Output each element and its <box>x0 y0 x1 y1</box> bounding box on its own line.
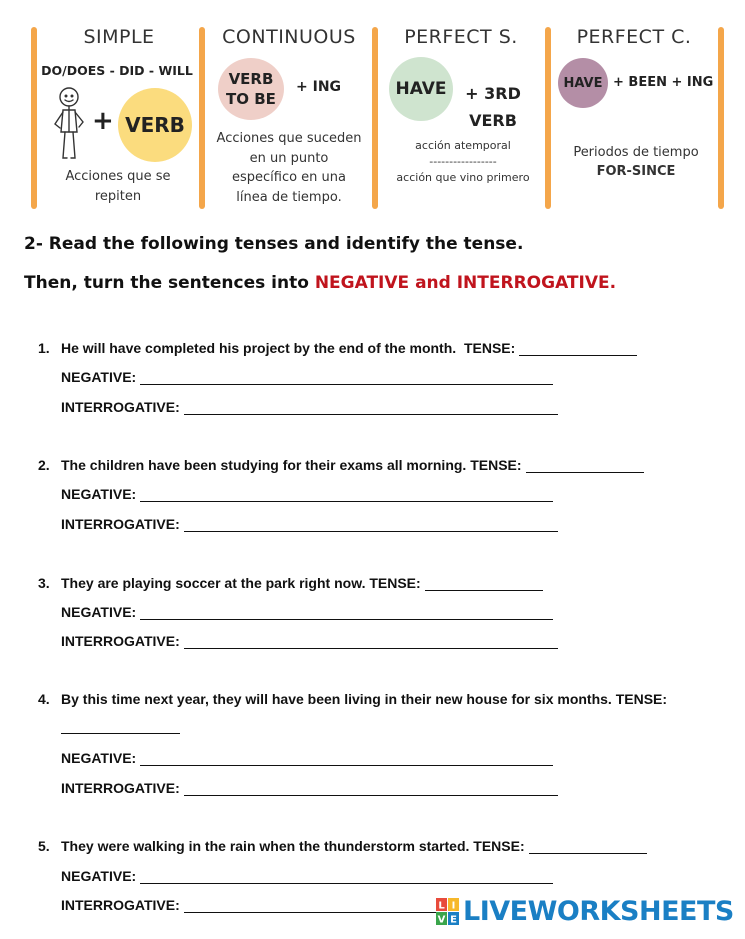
panel-title: SIMPLE <box>83 26 155 48</box>
interrogative-row <box>61 516 558 532</box>
interrogative-label: INTERROGATIVE: <box>61 516 180 532</box>
negative-answer-blank[interactable] <box>140 489 553 502</box>
interrogative-row <box>61 897 446 913</box>
instruction-line-2: Then, turn the sentences into NEGATIVE and INTERROGATIVE. <box>24 273 617 293</box>
tense-answer-blank[interactable] <box>61 721 180 734</box>
instruction-highlight: NEGATIVE and INTERROGATIVE. <box>314 273 617 293</box>
negative-label: NEGATIVE: <box>61 750 137 766</box>
panel-title: CONTINUOUS <box>222 26 356 48</box>
liveworksheets-logo-icon <box>436 898 460 926</box>
exercise-sentence: They were walking in the rain when the thunderstorm started. <box>61 838 470 854</box>
logo-letter: L <box>438 900 445 911</box>
logo-letter: E <box>450 914 457 925</box>
have-circle: HAVE <box>558 58 608 108</box>
tense-label: TENSE: <box>615 691 668 707</box>
exercise-sentence-row <box>61 691 667 707</box>
panel-title: PERFECT S. <box>404 26 518 48</box>
interrogative-answer-blank[interactable] <box>184 900 446 913</box>
exercise-sentence-row <box>61 457 644 473</box>
interrogative-label: INTERROGATIVE: <box>61 399 180 415</box>
exercise-number: 2. <box>38 457 50 473</box>
negative-label: NEGATIVE: <box>61 868 137 884</box>
exercise-number: 4. <box>38 691 50 707</box>
negative-row <box>61 868 553 884</box>
negative-answer-blank[interactable] <box>140 753 553 766</box>
negative-row <box>61 486 553 502</box>
suffix-been-ing: + BEEN + ING <box>613 75 714 90</box>
suffix-ing: + ING <box>296 79 342 95</box>
interrogative-row <box>61 399 558 415</box>
divider-bar <box>199 27 205 209</box>
tense-answer-blank[interactable] <box>529 841 647 854</box>
tense-label: TENSE: <box>473 838 525 854</box>
negative-answer-blank[interactable] <box>140 871 553 884</box>
liveworksheets-watermark <box>436 896 734 927</box>
tense-answer-row <box>61 721 180 734</box>
exercise-number: 1. <box>38 340 50 356</box>
divider-bar <box>31 27 37 209</box>
exercise-sentence-row <box>61 838 647 854</box>
panel-subtitle: DO/DOES - DID - WILL <box>41 63 193 78</box>
tense-label: TENSE: <box>470 457 522 473</box>
exercise-sentence: The children have been studying for their exams all morning. <box>61 457 467 473</box>
interrogative-label: INTERROGATIVE: <box>61 633 180 649</box>
divider-bar <box>545 27 551 209</box>
tense-label: TENSE: <box>369 575 421 591</box>
divider-bar <box>372 27 378 209</box>
negative-label: NEGATIVE: <box>61 604 137 620</box>
tense-label: TENSE: <box>463 340 516 356</box>
interrogative-row <box>61 633 558 649</box>
exercise-sentence: By this time next year, they will have been living in their new house for six months. <box>61 691 612 707</box>
panel-notes: acción atemporal ----------------- acción que vino primero <box>396 139 530 184</box>
exercise-sentence-row <box>61 340 637 356</box>
negative-row <box>61 750 553 766</box>
interrogative-row <box>61 780 558 796</box>
exercise-sentence: They are playing soccer at the park right now. <box>61 575 366 591</box>
tense-answer-blank[interactable] <box>526 460 644 473</box>
logo-letter: I <box>451 900 456 911</box>
negative-label: NEGATIVE: <box>61 369 137 385</box>
negative-row <box>61 604 553 620</box>
negative-label: NEGATIVE: <box>61 486 137 502</box>
watermark-text: LIVEWORKSHEETS <box>463 896 734 927</box>
verb-circle <box>118 88 192 162</box>
divider-bar <box>718 27 724 209</box>
stick-figure-icon <box>50 86 88 162</box>
panel-description: Acciones que suceden en un punto específico en una línea de tiempo. <box>216 131 362 205</box>
negative-answer-blank[interactable] <box>140 372 553 385</box>
instruction-line-1: 2- Read the following tenses and identify the tense. <box>24 234 524 254</box>
exercise-sentence: He will have completed his project by the end of the month. <box>61 340 457 356</box>
tense-answer-blank[interactable] <box>425 578 543 591</box>
exercise-number: 3. <box>38 575 50 591</box>
interrogative-label: INTERROGATIVE: <box>61 780 180 796</box>
have-circle: HAVE <box>389 57 453 121</box>
panel-title: PERFECT C. <box>576 26 692 48</box>
negative-answer-blank[interactable] <box>140 607 553 620</box>
panel-description: Acciones que se repiten <box>65 169 171 204</box>
tense-answer-blank[interactable] <box>519 343 637 356</box>
interrogative-answer-blank[interactable] <box>184 636 558 649</box>
interrogative-answer-blank[interactable] <box>184 783 558 796</box>
interrogative-answer-blank[interactable] <box>184 519 558 532</box>
logo-letter: V <box>437 914 446 925</box>
panel-notes: Periodos de tiempo FOR-SINCE <box>573 145 699 179</box>
negative-row <box>61 369 553 385</box>
verb-circle-label: VERB <box>125 113 185 137</box>
interrogative-label: INTERROGATIVE: <box>61 897 180 913</box>
suffix-3rd-verb: + 3RD VERB <box>465 84 521 130</box>
interrogative-answer-blank[interactable] <box>184 402 558 415</box>
plus-sign: + <box>92 106 114 136</box>
exercise-sentence-row <box>61 575 543 591</box>
exercise-number: 5. <box>38 838 50 854</box>
to-be-circle: VERB TO BE <box>218 58 284 120</box>
